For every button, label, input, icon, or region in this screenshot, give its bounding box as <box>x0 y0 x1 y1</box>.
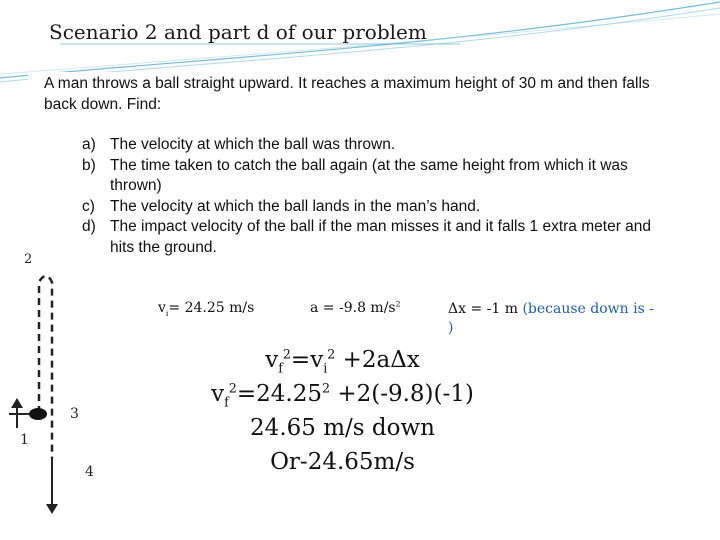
item-letter: d) <box>82 218 96 235</box>
diagram-label-1: 1 <box>20 432 29 448</box>
acceleration: a = -9.8 $m/s^2$ <box>310 299 401 316</box>
item-text: The time taken to catch the ball again (at the same height from which it was thrown) <box>110 156 628 194</box>
problem-item-d <box>82 217 662 258</box>
item-text: The impact velocity of the ball if the man misses it and it falls 1 extra meter and hits the ground. <box>110 218 652 256</box>
item-letter: a) <box>82 136 96 153</box>
equation-general: $v_f^2=v_i^2 +2a\Delta x$ <box>265 346 420 376</box>
diagram-label-2: 2 <box>24 252 33 267</box>
problem-intro: A man throws a ball straight upward. It reaches a maximum height of 30 m and then falls back down. Find: <box>44 75 650 113</box>
slide-title: Scenario 2 and part d of our problem <box>49 20 427 44</box>
displacement-note: (because down is - <box>522 301 654 317</box>
initial-velocity: $v_i= 24.25$ m/s <box>158 300 255 318</box>
diagram-label-4: 4 <box>85 464 94 480</box>
item-text: The velocity at which the ball lands in the man’s hand. <box>110 197 481 215</box>
problem-item-a <box>82 135 662 156</box>
displacement: Δx = -1 m (because down is - ) <box>448 301 654 336</box>
diagram-label-3: 3 <box>70 406 79 422</box>
problem-statement <box>28 72 674 268</box>
problem-item-c <box>82 197 662 218</box>
item-letter: b) <box>82 156 96 174</box>
ball-motion-diagram <box>0 268 102 518</box>
problem-item-b <box>82 156 662 197</box>
problem-list <box>82 135 662 258</box>
item-letter: c) <box>82 197 95 215</box>
equation-substituted: $v_f^2=24.25^2 +2(-9.8)(-1)$ <box>211 380 474 410</box>
solution-equations <box>205 343 480 479</box>
item-text: The velocity at which the ball was thrown. <box>110 136 396 153</box>
trajectory-drawing <box>0 268 102 518</box>
result-down: 24.65 m/s down <box>250 415 435 441</box>
result-signed: Or-24.65m/s <box>270 449 415 475</box>
